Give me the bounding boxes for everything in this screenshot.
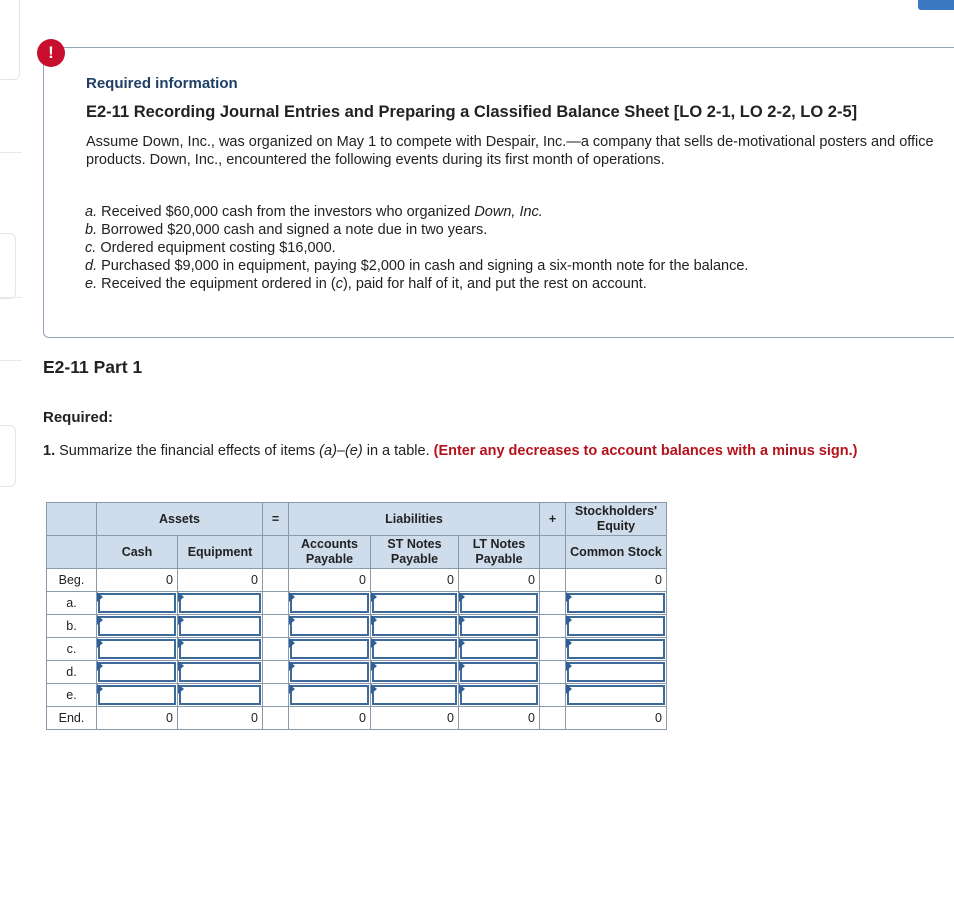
header-blank xyxy=(47,536,97,569)
amount-input[interactable] xyxy=(372,662,457,682)
input-marker-icon xyxy=(289,661,295,671)
value-cash: 0 xyxy=(97,569,178,592)
amount-input[interactable] xyxy=(567,685,665,705)
input-marker-icon xyxy=(97,638,103,648)
row-label: b. xyxy=(47,615,97,638)
amount-input[interactable] xyxy=(372,593,457,613)
input-marker-icon xyxy=(178,638,184,648)
spacer-cell xyxy=(263,592,289,615)
event-item xyxy=(85,203,748,221)
input-cell-equipment[interactable] xyxy=(178,661,263,684)
input-marker-icon xyxy=(566,661,572,671)
amount-input[interactable] xyxy=(372,616,457,636)
input-marker-icon xyxy=(459,684,465,694)
input-marker-icon xyxy=(97,684,103,694)
event-text: Purchased $9,000 in equipment, paying $2,000 in cash and signing a six-month note for the balance. xyxy=(101,258,749,274)
value-lt-notes: 0 xyxy=(459,707,540,730)
amount-input[interactable] xyxy=(372,685,457,705)
exercise-title: E2-11 Recording Journal Entries and Preparing a Classified Balance Sheet [LO 2-1, LO 2-2, LO 2-5] xyxy=(86,103,858,121)
input-cell-cash[interactable] xyxy=(97,615,178,638)
amount-input[interactable] xyxy=(98,616,176,636)
instruction-text-after: in a table. xyxy=(362,443,434,459)
input-marker-icon xyxy=(178,684,184,694)
amount-input[interactable] xyxy=(290,593,369,613)
header-blank xyxy=(540,536,566,569)
row-label: c. xyxy=(47,638,97,661)
part-heading: E2-11 Part 1 xyxy=(43,357,143,377)
amount-input[interactable] xyxy=(290,616,369,636)
input-marker-icon xyxy=(97,661,103,671)
entry-row xyxy=(47,684,667,707)
input-cell-cash[interactable] xyxy=(97,661,178,684)
assets-group-header: Assets xyxy=(97,503,263,536)
event-text: Ordered equipment costing $16,000. xyxy=(100,240,336,256)
amount-input[interactable] xyxy=(460,616,538,636)
amount-input[interactable] xyxy=(98,662,176,682)
spacer-cell xyxy=(263,707,289,730)
value-st-notes: 0 xyxy=(371,707,459,730)
value-common-stock: 0 xyxy=(566,707,667,730)
event-text: Received the equipment ordered in ( xyxy=(101,276,336,292)
input-marker-icon xyxy=(97,592,103,602)
event-letter: d. xyxy=(85,258,98,274)
instruction-italic: (a)–(e) xyxy=(319,443,363,459)
amount-input[interactable] xyxy=(98,593,176,613)
spacer-cell xyxy=(540,661,566,684)
value-equipment: 0 xyxy=(178,569,263,592)
instruction-emphasis: (Enter any decreases to account balances with a minus sign.) xyxy=(433,443,858,459)
equals-sign: = xyxy=(263,503,289,536)
entry-row xyxy=(47,661,667,684)
side-panel-card xyxy=(0,425,16,487)
required-info-heading: Required information xyxy=(86,75,238,92)
event-text: Borrowed $20,000 cash and signed a note due in two years. xyxy=(101,222,488,238)
input-cell-lt-notes[interactable] xyxy=(459,615,540,638)
amount-input[interactable] xyxy=(460,685,538,705)
input-marker-icon xyxy=(178,661,184,671)
col-accounts-payable: Accounts Payable xyxy=(289,536,371,569)
amount-input[interactable] xyxy=(179,662,261,682)
amount-input[interactable] xyxy=(98,685,176,705)
side-panel-card xyxy=(0,233,16,299)
input-cell-lt-notes[interactable] xyxy=(459,638,540,661)
col-cash: Cash xyxy=(97,536,178,569)
event-list xyxy=(85,203,748,293)
exercise-intro: Assume Down, Inc., was organized on May 1 to compete with Despair, Inc.—a company that sells de-motivational posters and office products. Down, Inc., encountered the following events during its first month of operations. xyxy=(86,134,934,168)
row-label: Beg. xyxy=(47,569,97,592)
input-cell-common-stock[interactable] xyxy=(566,638,667,661)
spacer-cell xyxy=(263,615,289,638)
side-divider xyxy=(0,360,22,361)
financial-effects-table xyxy=(46,502,667,730)
input-cell-accounts-payable[interactable] xyxy=(289,638,371,661)
event-text-after: ), paid for half of it, and put the rest on account. xyxy=(342,276,647,292)
input-cell-cash[interactable] xyxy=(97,684,178,707)
input-cell-common-stock[interactable] xyxy=(566,661,667,684)
col-lt-notes: LT Notes Payable xyxy=(459,536,540,569)
amount-input[interactable] xyxy=(179,639,261,659)
amount-input[interactable] xyxy=(567,616,665,636)
input-cell-accounts-payable[interactable] xyxy=(289,661,371,684)
event-item xyxy=(85,257,748,275)
input-cell-equipment[interactable] xyxy=(178,615,263,638)
spacer-cell xyxy=(540,638,566,661)
amount-input[interactable] xyxy=(567,593,665,613)
input-marker-icon xyxy=(178,592,184,602)
liabilities-group-header: Liabilities xyxy=(289,503,540,536)
entry-row xyxy=(47,615,667,638)
input-cell-st-notes[interactable] xyxy=(371,661,459,684)
input-marker-icon xyxy=(289,684,295,694)
event-letter: c. xyxy=(85,240,97,256)
amount-input[interactable] xyxy=(290,662,369,682)
row-label: a. xyxy=(47,592,97,615)
input-marker-icon xyxy=(566,592,572,602)
col-equipment: Equipment xyxy=(178,536,263,569)
plus-sign: + xyxy=(540,503,566,536)
input-cell-st-notes[interactable] xyxy=(371,638,459,661)
input-marker-icon xyxy=(371,661,377,671)
event-item xyxy=(85,275,748,293)
input-cell-lt-notes[interactable] xyxy=(459,592,540,615)
input-cell-st-notes[interactable] xyxy=(371,684,459,707)
side-divider xyxy=(0,297,22,298)
side-divider xyxy=(0,152,22,153)
beginning-row xyxy=(47,569,667,592)
entry-row xyxy=(47,638,667,661)
input-cell-st-notes[interactable] xyxy=(371,592,459,615)
header-blank xyxy=(47,503,97,536)
value-st-notes: 0 xyxy=(371,569,459,592)
amount-input[interactable] xyxy=(290,639,369,659)
input-marker-icon xyxy=(97,615,103,625)
input-cell-common-stock[interactable] xyxy=(566,592,667,615)
spacer-cell xyxy=(263,661,289,684)
input-marker-icon xyxy=(566,615,572,625)
input-marker-icon xyxy=(566,638,572,648)
alert-icon: ! xyxy=(37,39,65,67)
input-marker-icon xyxy=(371,638,377,648)
value-common-stock: 0 xyxy=(566,569,667,592)
row-label: d. xyxy=(47,661,97,684)
amount-input[interactable] xyxy=(372,639,457,659)
spacer-cell xyxy=(263,684,289,707)
input-marker-icon xyxy=(289,615,295,625)
input-cell-accounts-payable[interactable] xyxy=(289,592,371,615)
input-marker-icon xyxy=(178,615,184,625)
amount-input[interactable] xyxy=(179,685,261,705)
event-text: Received $60,000 cash from the investors who organized xyxy=(101,204,475,220)
spacer-cell xyxy=(263,569,289,592)
event-letter: b. xyxy=(85,222,98,238)
value-accounts-payable: 0 xyxy=(289,569,371,592)
input-cell-cash[interactable] xyxy=(97,592,178,615)
input-cell-st-notes[interactable] xyxy=(371,615,459,638)
value-accounts-payable: 0 xyxy=(289,707,371,730)
value-lt-notes: 0 xyxy=(459,569,540,592)
ending-row xyxy=(47,707,667,730)
amount-input[interactable] xyxy=(179,616,261,636)
instruction-number: 1. xyxy=(43,443,56,459)
col-st-notes: ST Notes Payable xyxy=(371,536,459,569)
input-cell-lt-notes[interactable] xyxy=(459,661,540,684)
amount-input[interactable] xyxy=(98,639,176,659)
event-item xyxy=(85,221,748,239)
spacer-cell xyxy=(263,638,289,661)
spacer-cell xyxy=(540,569,566,592)
row-label: e. xyxy=(47,684,97,707)
spacer-cell xyxy=(540,615,566,638)
col-common-stock: Common Stock xyxy=(566,536,667,569)
event-item xyxy=(85,239,748,257)
spacer-cell xyxy=(540,707,566,730)
side-panel-card xyxy=(0,0,20,80)
input-marker-icon xyxy=(371,684,377,694)
input-cell-accounts-payable[interactable] xyxy=(289,684,371,707)
header-blank xyxy=(263,536,289,569)
amount-input[interactable] xyxy=(567,662,665,682)
amount-input[interactable] xyxy=(290,685,369,705)
instruction-text: Summarize the financial effects of items xyxy=(59,443,320,459)
entry-row xyxy=(47,592,667,615)
amount-input[interactable] xyxy=(460,593,538,613)
event-letter: a. xyxy=(85,204,98,220)
input-cell-common-stock[interactable] xyxy=(566,615,667,638)
event-letter: e. xyxy=(85,276,98,292)
input-marker-icon xyxy=(459,615,465,625)
input-cell-lt-notes[interactable] xyxy=(459,684,540,707)
input-cell-equipment[interactable] xyxy=(178,638,263,661)
input-marker-icon xyxy=(566,684,572,694)
input-cell-equipment[interactable] xyxy=(178,592,263,615)
value-equipment: 0 xyxy=(178,707,263,730)
top-right-button[interactable] xyxy=(918,0,954,10)
input-marker-icon xyxy=(289,592,295,602)
required-label: Required: xyxy=(43,409,114,426)
amount-input[interactable] xyxy=(179,593,261,613)
input-cell-common-stock[interactable] xyxy=(566,684,667,707)
amount-input[interactable] xyxy=(567,639,665,659)
spacer-cell xyxy=(540,592,566,615)
input-marker-icon xyxy=(289,638,295,648)
row-label: End. xyxy=(47,707,97,730)
input-cell-accounts-payable[interactable] xyxy=(289,615,371,638)
spacer-cell xyxy=(540,684,566,707)
input-cell-equipment[interactable] xyxy=(178,684,263,707)
amount-input[interactable] xyxy=(460,662,538,682)
equity-group-header: Stockholders' Equity xyxy=(566,503,667,536)
input-marker-icon xyxy=(459,592,465,602)
value-cash: 0 xyxy=(97,707,178,730)
input-marker-icon xyxy=(371,592,377,602)
input-marker-icon xyxy=(371,615,377,625)
input-marker-icon xyxy=(459,661,465,671)
input-marker-icon xyxy=(459,638,465,648)
event-italic: Down, Inc. xyxy=(474,204,543,220)
instruction xyxy=(43,443,857,459)
amount-input[interactable] xyxy=(460,639,538,659)
input-cell-cash[interactable] xyxy=(97,638,178,661)
event-italic: c xyxy=(335,276,343,292)
